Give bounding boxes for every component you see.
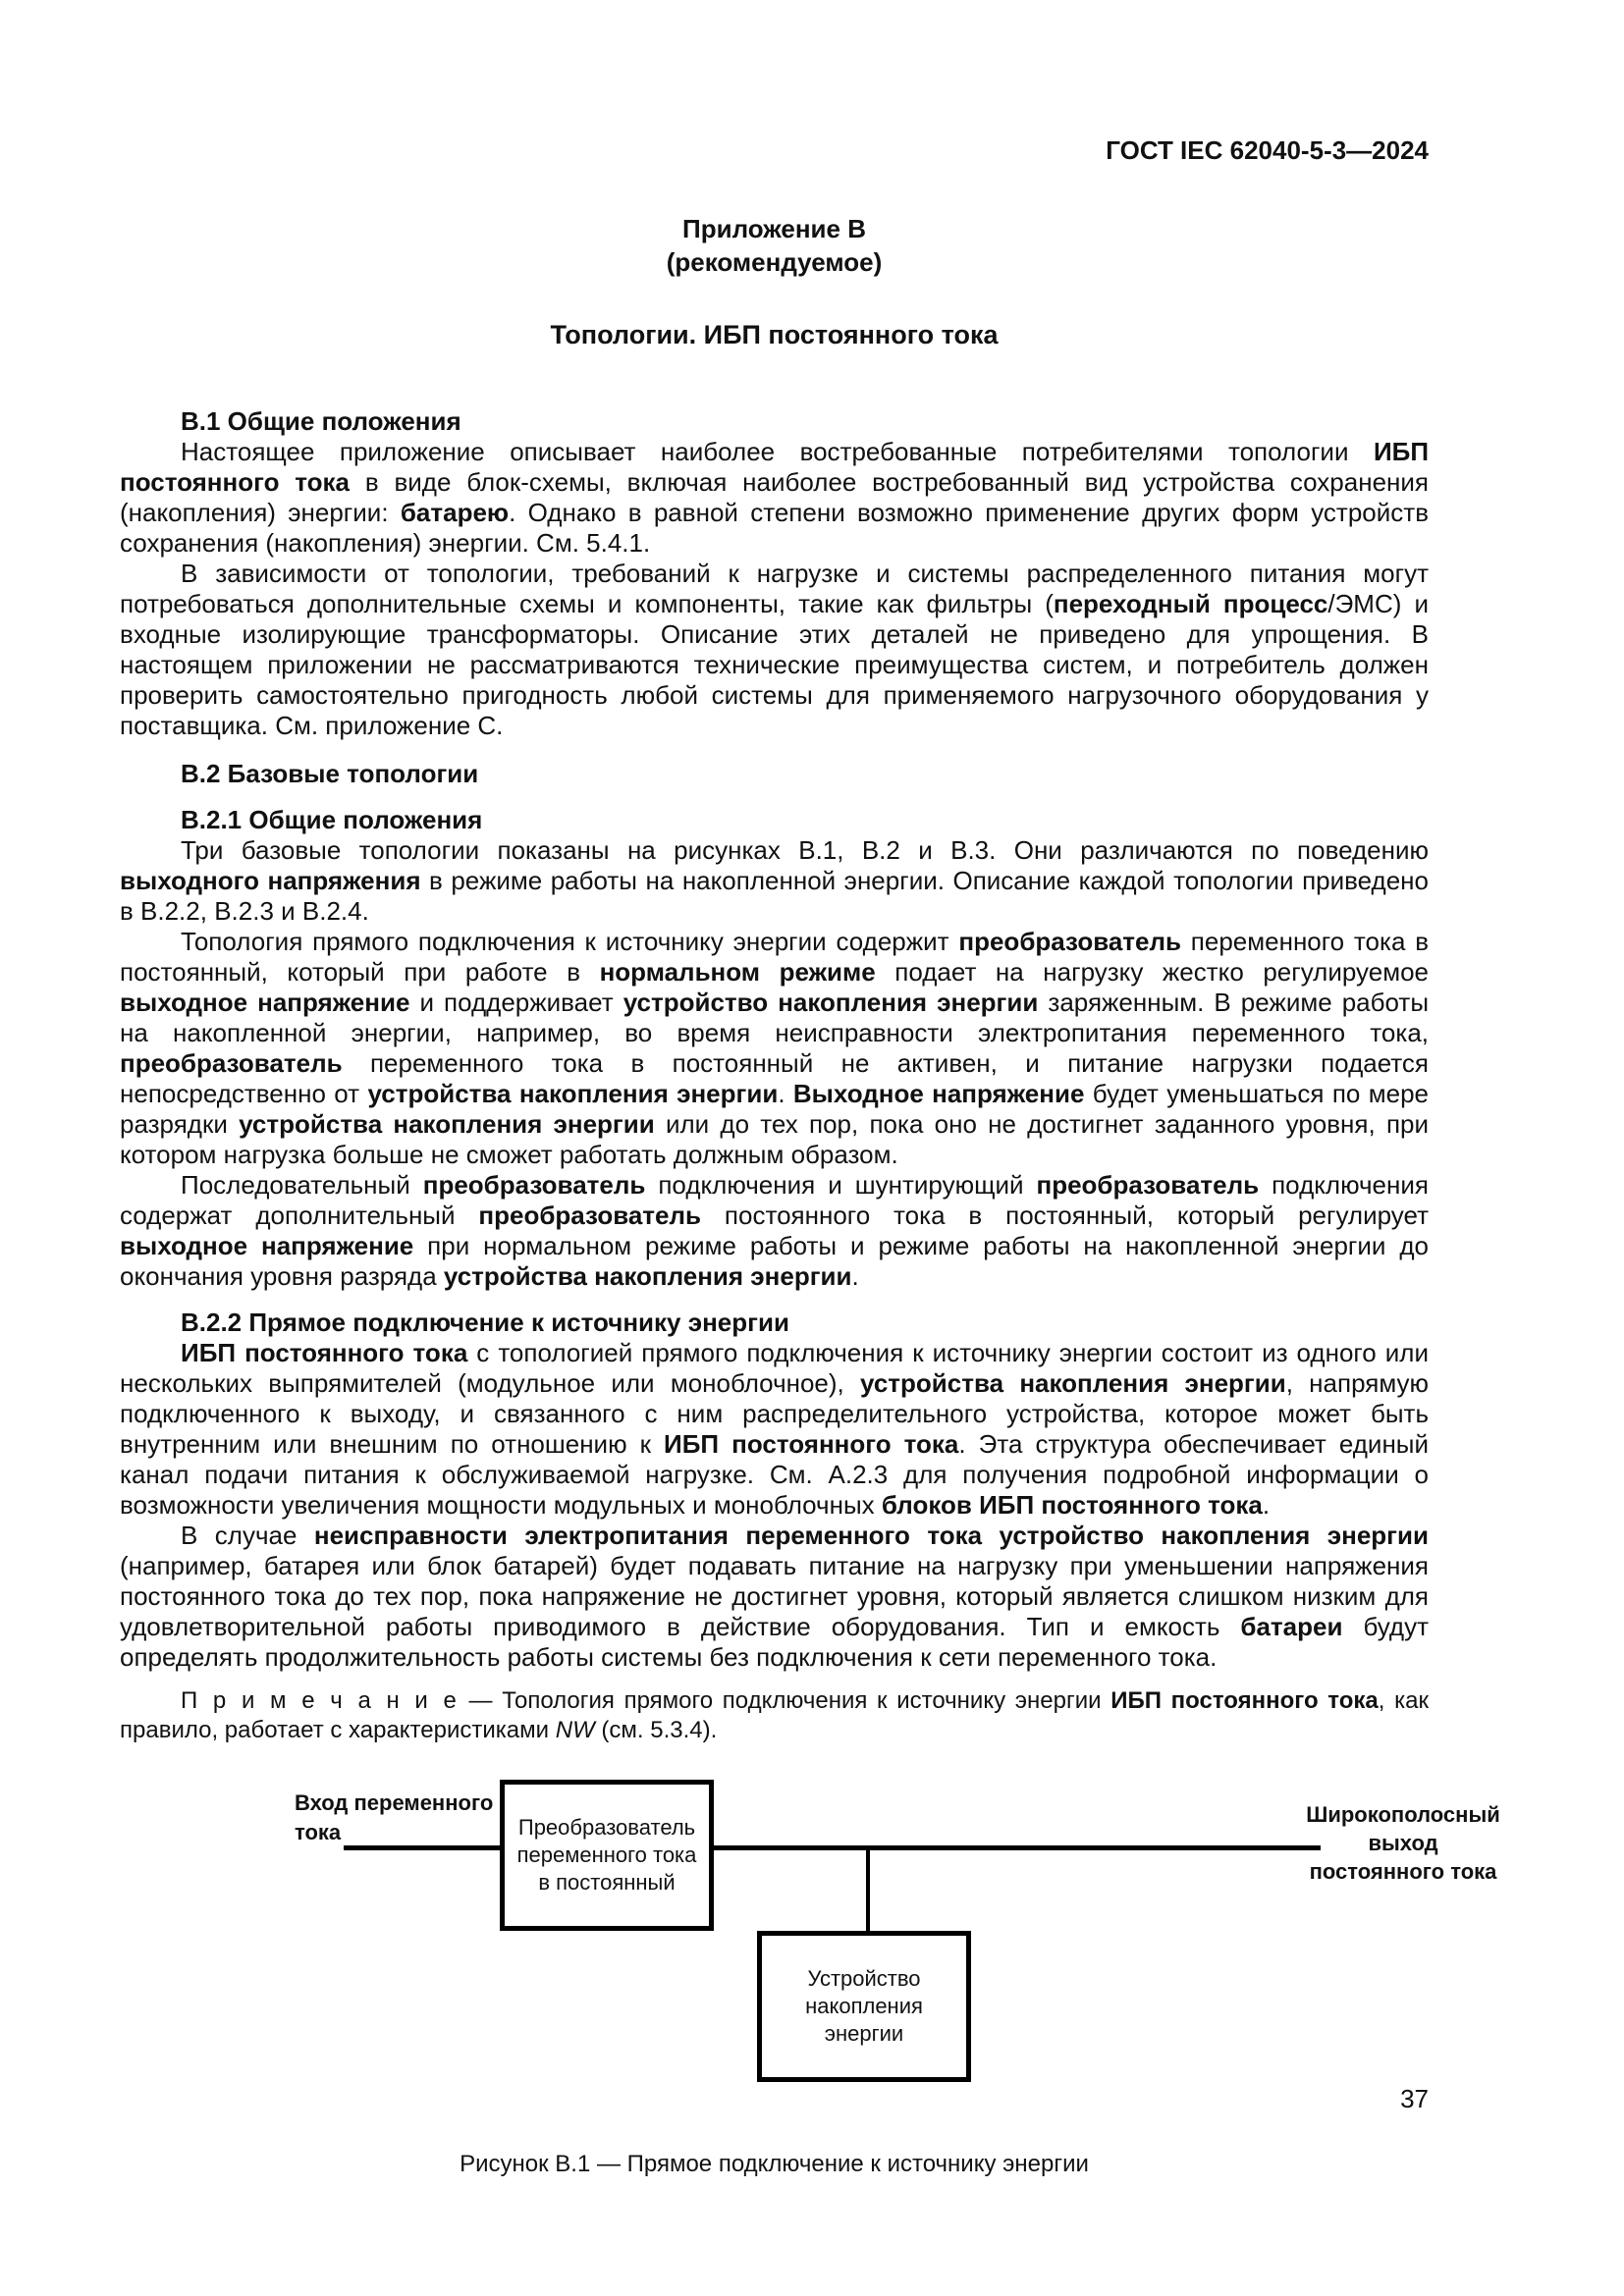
text-segment-bold: выходного напряжения [120, 866, 421, 895]
junction-line [866, 1850, 870, 1931]
text-segment: Настоящее приложение описывает наиболее востребованные потребителями топологии [181, 437, 1374, 466]
paragraph-b22-2 [120, 1521, 1429, 1673]
text-segment-bold: устройства накопления энергии [239, 1109, 655, 1139]
storage-box-line2: накопления [805, 1994, 923, 2018]
text-segment: переменного тока в постоянный, который при работе в [120, 927, 1430, 987]
text-segment: . [778, 1079, 793, 1108]
text-segment: , напрямую подключенного к выходу, и связанного с ним распределительного устройства, которое может быть внутренним или внешним по отношению к [120, 1368, 1429, 1459]
ac-input-line [344, 1845, 500, 1850]
annex-label: Приложение В [682, 214, 866, 243]
dc-output-line [714, 1845, 1321, 1850]
text-segment: . [1262, 1490, 1271, 1520]
text-segment: — Топология прямого подключения к источнику энергии [459, 1687, 1111, 1714]
text-segment: . [851, 1261, 859, 1291]
text-segment-bold: преобразователь [958, 927, 1181, 956]
text-segment: подает на нагрузку жестко регулируемое [875, 957, 1429, 987]
text-segment: будут определять продолжительность работы системы без подключения к сети переменного тока. [120, 1612, 1429, 1672]
text-segment-bold: устройство накопления энергии [623, 988, 1039, 1017]
storage-box [757, 1931, 971, 2082]
text-segment: в режиме работы на накопленной энергии. Описание каждой топологии приведено в В.2.2, В.2.3 и В.2.4. [120, 866, 1429, 926]
ac-input-label-line1: Вход переменного [295, 1790, 494, 1815]
text-segment: Топология прямого подключения к источнику энергии содержит [181, 927, 959, 956]
document-header: ГОСТ IEC 62040-5-3—2024 [1106, 135, 1429, 165]
note-label: П р и м е ч а н и е [181, 1687, 460, 1714]
text-segment-bold: ИБП постоянного тока [1110, 1687, 1379, 1714]
text-segment: Последовательный [181, 1170, 423, 1200]
text-segment: (например, батарея или блок батарей) будет подавать питание на нагрузку при уменьшении напряжения постоянного тока до тех пор, пока напряжение не достигнет уровня, который является слишком низким для удовлетворительной работы приводимого в действие оборудования. Тип и емкость [120, 1551, 1429, 1641]
text-segment: в виде блок-схемы, включая наиболее востребованный вид устройства сохранения (накопления) энергии: [120, 467, 1429, 527]
text-segment-bold: преобразователь [1036, 1170, 1260, 1200]
text-segment: переменного тока в постоянный не активен, и питание нагрузки подается непосредственно от [120, 1048, 1429, 1108]
text-segment-bold: устройства накопления энергии [860, 1368, 1286, 1398]
text-segment: подключения и шунтирующий [645, 1170, 1037, 1200]
text-segment: , как правило, работает с характеристиками [120, 1687, 1430, 1743]
section-heading-b1: В.1 Общие положения [181, 406, 461, 436]
text-segment-bold: преобразователь [422, 1170, 646, 1200]
dc-output-label-line1: Широкополосный [1306, 1802, 1500, 1827]
text-segment-bold: Выходное напряжение [792, 1079, 1085, 1108]
text-segment-bold: устройства накопления энергии [367, 1079, 779, 1108]
text-segment-bold: преобразователь [478, 1201, 702, 1230]
text-segment: подключения содержат дополнительный [120, 1170, 1429, 1230]
text-segment-italic: NW [555, 1717, 595, 1743]
paragraph-b1-1 [120, 437, 1429, 559]
text-segment-bold: ИБП постоянного тока [181, 1338, 468, 1367]
ac-input-label-line2: тока [295, 1820, 342, 1844]
paragraph-b21-3 [120, 1170, 1429, 1292]
text-segment-bold: нормальном режиме [599, 957, 876, 987]
text-segment-bold: переходный процесс [1053, 589, 1328, 618]
converter-box-line3: в постоянный [538, 1870, 676, 1895]
document-title: Топологии. ИБП постоянного тока [550, 320, 999, 349]
text-segment-bold: неисправности электропитания переменного тока устройство накопления энергии [313, 1521, 1429, 1550]
ac-input-label [295, 1789, 511, 1847]
text-segment: будет уменьшаться по мере разрядки [120, 1079, 1429, 1139]
dc-output-label-line3: постоянного тока [1309, 1859, 1497, 1884]
text-segment: Три базовые топологии показаны на рисунках В.1, В.2 и В.3. Они различаются по поведению [181, 835, 1429, 865]
text-segment-bold: выходное напряжение [120, 988, 410, 1017]
paragraph-b1-2 [120, 559, 1429, 741]
text-segment: постоянного тока в постоянный, который регулирует [701, 1201, 1429, 1230]
text-segment: . Эта структура обеспечивает единый канал подачи питания к обслуживаемой нагрузке. См. А.2.3 для получения подробной информации о возможности увеличения мощности модульных и моноблочных [120, 1429, 1430, 1520]
text-segment-bold: устройства накопления энергии [443, 1261, 852, 1291]
text-segment: /ЭМС) и входные изолирующие трансформаторы. Описание этих деталей не приведено для упрощения. В настоящем приложении не рассматриваются технические преимущества систем, и потребитель должен проверить самостоятельно пригодность любой системы для применяемого нагрузочного оборудования у поставщика. См. приложение С. [120, 589, 1429, 740]
text-segment-bold: ИБП постоянного тока [664, 1429, 959, 1459]
text-segment: заряженным. В режиме работы на накопленной энергии, например, во время неисправности электропитания переменного тока, [120, 988, 1430, 1047]
converter-box [500, 1780, 714, 1931]
text-segment: В случае [181, 1521, 314, 1550]
text-segment: В зависимости от топологии, требований к нагрузке и системы распределенного питания могут потребоваться дополнительные схемы и компоненты, такие как фильтры ( [120, 559, 1429, 618]
text-segment-bold: преобразователь [120, 1048, 343, 1078]
figure-caption: Рисунок В.1 — Прямое подключение к источнику энергии [460, 2151, 1089, 2177]
text-segment-bold: батарею [400, 498, 510, 527]
text-segment-bold: выходное напряжение [120, 1231, 414, 1260]
text-segment: при нормальном режиме работы и режиме работы на накопленной энергии до окончания уровня разряда [120, 1231, 1429, 1291]
figure-diagram [120, 1763, 1500, 2089]
section-heading-b22: В.2.2 Прямое подключение к источнику энергии [181, 1308, 789, 1337]
text-segment-bold: батареи [1240, 1612, 1343, 1641]
text-segment-bold: ИБП постоянного тока [120, 437, 1429, 497]
page-number: 37 [1400, 2084, 1429, 2113]
paragraph-b21-2 [120, 927, 1429, 1170]
text-segment: . Однако в равной степени возможно применение других форм устройств сохранения (накопления) энергии. См. 5.4.1. [120, 498, 1430, 558]
annex-sublabel: (рекомендуемое) [666, 247, 883, 277]
converter-box-line2: переменного тока [516, 1842, 697, 1867]
text-segment-bold: блоков ИБП постоянного тока [881, 1490, 1263, 1520]
section-heading-b21: В.2.1 Общие положения [181, 805, 483, 834]
dc-output-label [1294, 1800, 1512, 1886]
note-paragraph [120, 1686, 1429, 1745]
dc-output-label-line2: выход [1368, 1831, 1438, 1855]
paragraph-b21-1 [120, 835, 1429, 927]
paragraph-b22-1 [120, 1338, 1429, 1521]
storage-box-line1: Устройство [807, 1966, 921, 1991]
storage-box-line3: энергии [824, 2021, 904, 2046]
converter-box-line1: Преобразователь [517, 1815, 696, 1840]
text-segment: и поддерживает [409, 988, 623, 1017]
text-segment: с топологией прямого подключения к источнику энергии состоит из одного или нескольких выпрямителей (модульное или моноблочное), [120, 1338, 1429, 1398]
text-segment: (см. 5.3.4). [594, 1717, 718, 1743]
text-segment: или до тех пор, пока оно не достигнет заданного уровня, при котором нагрузка больше не сможет работать должным образом. [120, 1109, 1430, 1169]
section-heading-b2: В.2 Базовые топологии [181, 759, 479, 788]
